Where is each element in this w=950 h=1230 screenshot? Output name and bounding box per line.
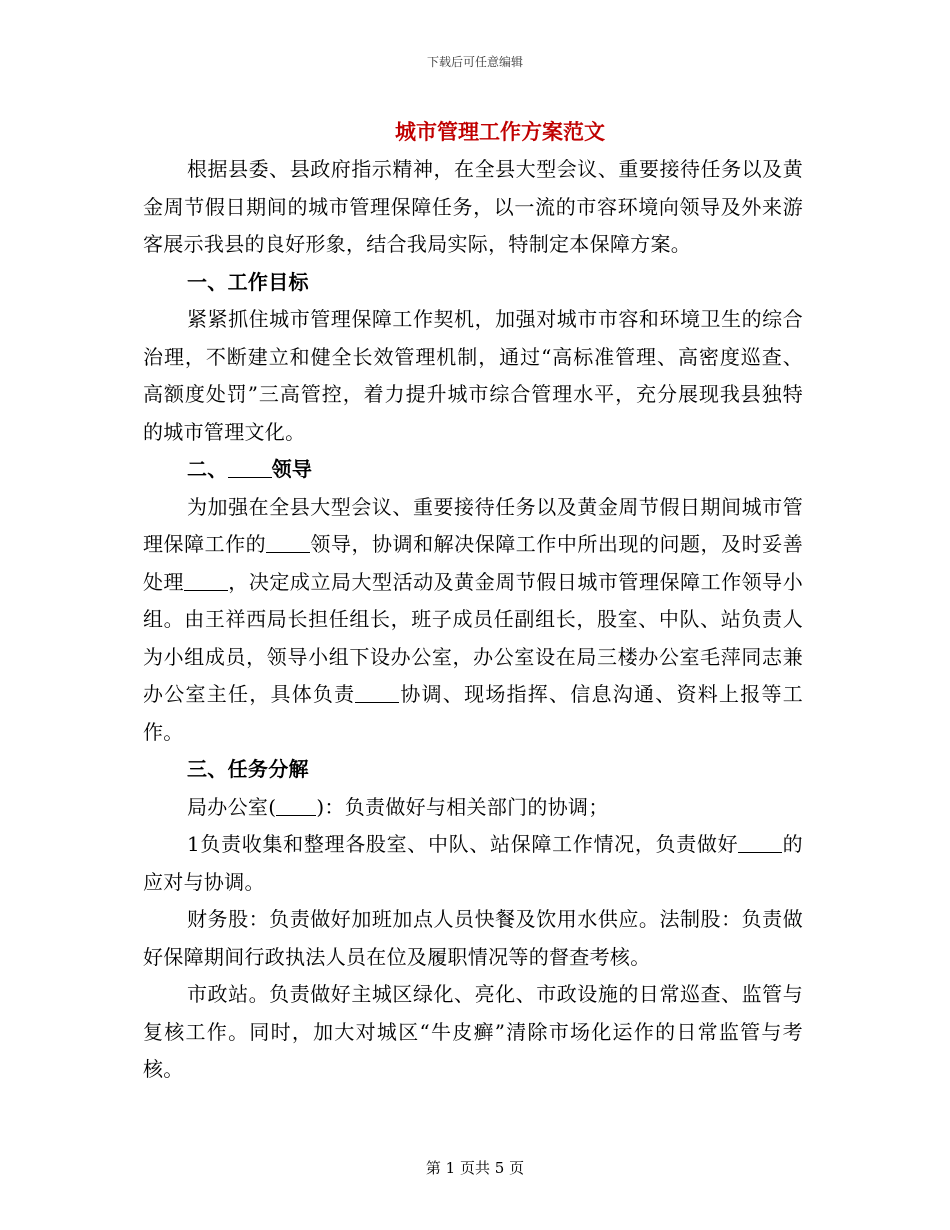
page-number: 第 1 页共 5 页	[425, 1159, 525, 1177]
document-body	[143, 151, 803, 1089]
paragraph-intro: 根据县委、县政府指示精神，在全县大型会议、重要接待任务以及黄金周节假日期间的城市管理保障任务，以一流的市容环境向领导及外来游客展示我县的良好形象，结合我局实际，特制定本保障方案。	[143, 157, 803, 256]
leadership-text-3: ，决定成立局大型活动及黄金周节假日城市管理保障工作领导小组。由王祥西局长担任组长，班子成员任副组长，股室、中队、站负责人为小组成员，领导小组下设办公室，办公室设在局三楼办公室毛萍同志兼办公室主任，具体负责	[143, 569, 803, 706]
office-text-1: 局办公室(	[187, 794, 277, 819]
paragraph-municipal: 市政站。负责做好主城区绿化、亮化、市政设施的日常巡查、监管与复核工作。同时，加大对城区“牛皮癣”清除市场化运作的日常监管与考核。	[143, 982, 803, 1081]
paragraph-finance: 财务股：负责做好加班加点人员快餐及饮用水供应。法制股：负责做好保障期间行政执法人员在位及履职情况等的督查考核。	[143, 907, 803, 969]
heading-suffix: 领导	[271, 457, 313, 481]
paragraph-office	[143, 789, 803, 827]
paragraph-goals: 紧紧抓住城市管理保障工作契机，加强对城市市容和环境卫生的综合治理，不断建立和健全长效管理机制，通过“高标准管理、高密度巡查、高额度处罚”三高管控，着力提升城市综合管理水平，充分展现我县独特的城市管理文化。	[143, 307, 803, 444]
heading-prefix: 二、	[187, 457, 228, 481]
blank-line	[228, 457, 272, 478]
paragraph-item-1	[143, 826, 803, 901]
header-note: 下载后可任意编辑	[426, 55, 523, 69]
paragraph-leadership	[143, 489, 803, 752]
section-heading-leadership	[143, 451, 803, 489]
blank-line	[266, 532, 310, 553]
blank-line	[355, 682, 399, 703]
leadership-text-2: 领导，协调和解决保障工作中所出现的问题，及时妥善处理	[143, 532, 803, 594]
leadership-text-1: 为加强在全县大型会议、重要接待任务以及黄金周节假日期间城市管理保障工作的	[143, 494, 803, 556]
office-text-2: )：负责做好与相关部门的协调；	[316, 794, 609, 819]
blank-line	[738, 832, 782, 853]
blank-line	[184, 570, 228, 591]
blank-line	[276, 795, 316, 816]
document-title: 城市管理工作方案范文	[395, 119, 605, 144]
section-heading-goals: 一、工作目标	[187, 269, 309, 294]
item1-text-2: 的应对与协调。	[143, 832, 803, 894]
section-heading-tasks: 三、任务分解	[187, 757, 309, 781]
item1-text-1: 1负责收集和整理各股室、中队、站保障工作情况，负责做好	[187, 832, 739, 856]
leadership-text-4: 协调、现场指挥、信息沟通、资料上报等工作。	[143, 682, 804, 744]
